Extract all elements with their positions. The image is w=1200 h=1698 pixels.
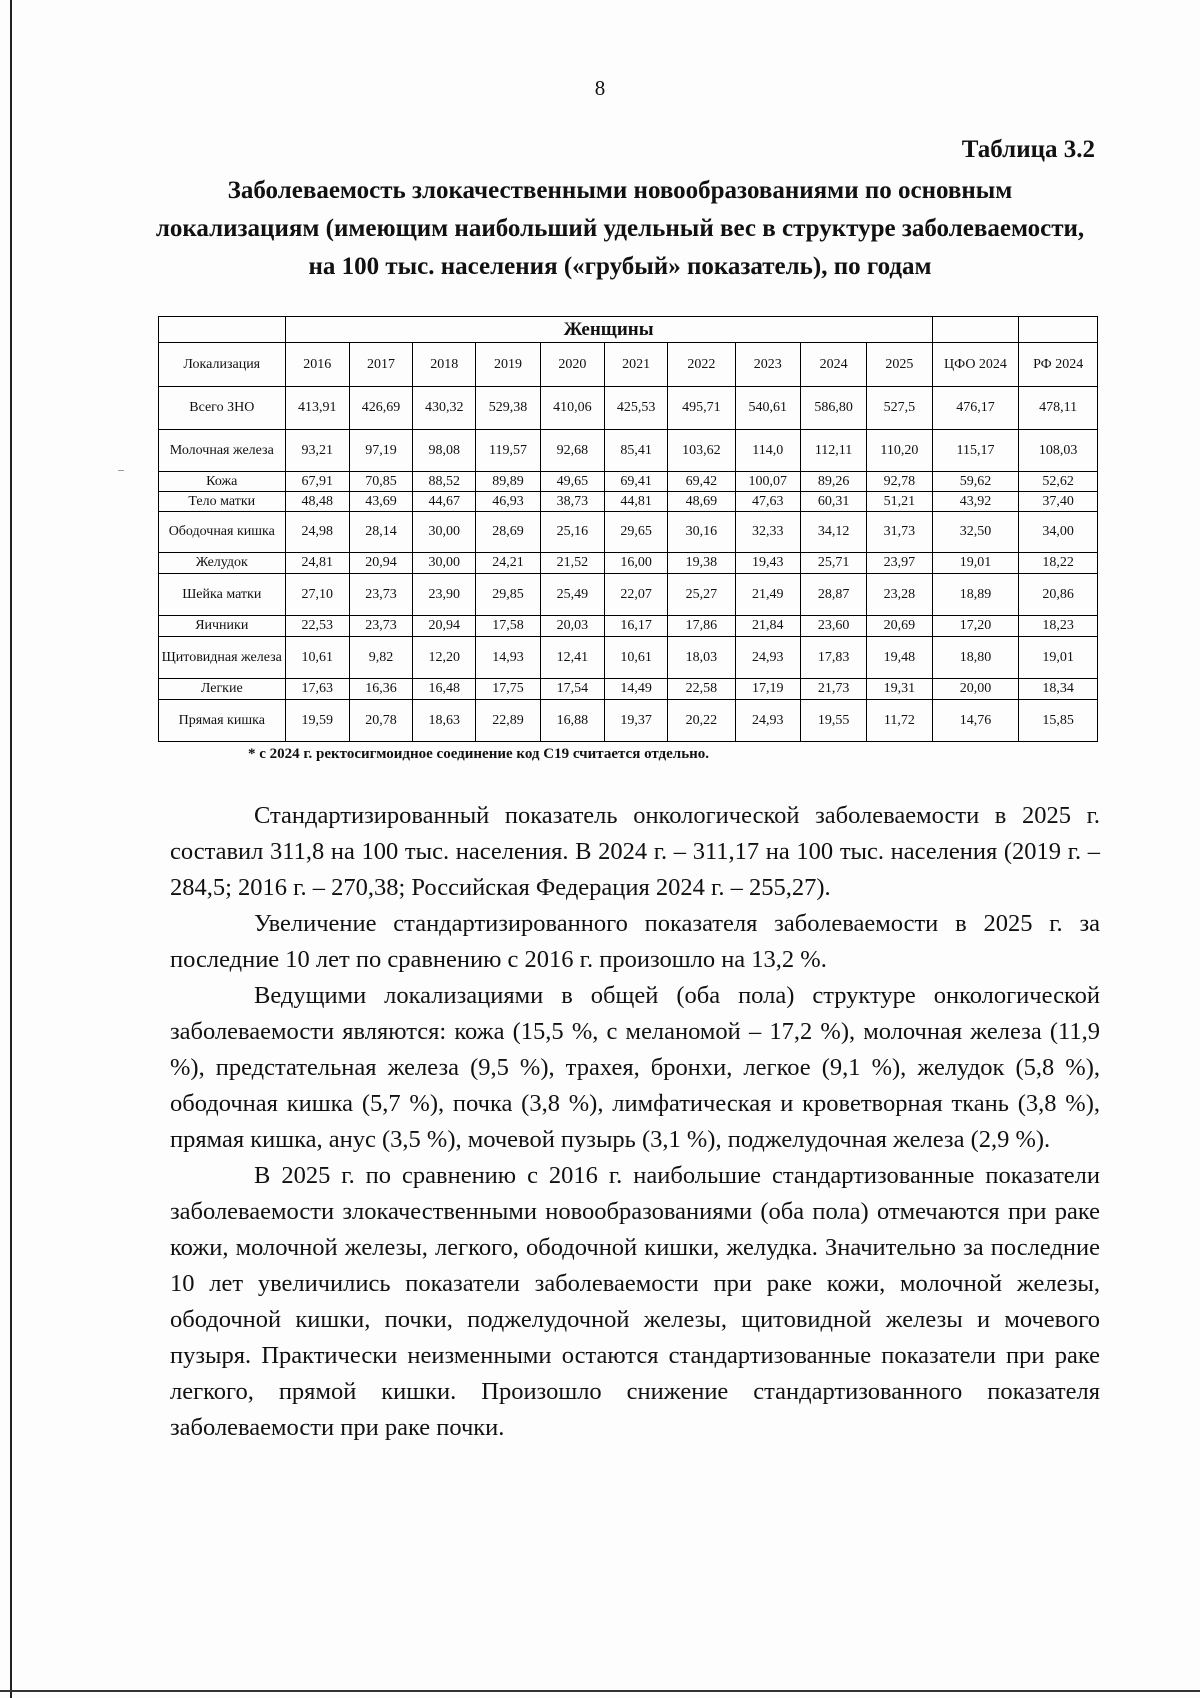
- table-cell: 70,85: [349, 472, 412, 492]
- table-cell: 16,17: [604, 616, 667, 637]
- table-cell: 23,97: [867, 553, 932, 574]
- column-header: 2023: [735, 343, 800, 387]
- row-localization: Тело матки: [159, 492, 286, 512]
- table-cell: 17,86: [668, 616, 735, 637]
- table-cell: 51,21: [867, 492, 932, 512]
- table-cell: 19,01: [1019, 637, 1098, 679]
- table-cell: 19,37: [604, 700, 667, 742]
- table-cell: 20,78: [349, 700, 412, 742]
- table-cell: 14,49: [604, 679, 667, 700]
- table-cell: 47,63: [735, 492, 800, 512]
- table-cell: 89,89: [476, 472, 540, 492]
- table-cell: 10,61: [285, 637, 349, 679]
- row-localization: Шейка матки: [159, 574, 286, 616]
- table-cell: 30,00: [413, 512, 476, 553]
- table-cell: 10,61: [604, 637, 667, 679]
- table-cell: 112,11: [800, 430, 866, 472]
- table-cell: 20,22: [668, 700, 735, 742]
- table-cell: 24,81: [285, 553, 349, 574]
- table-cell: 37,40: [1019, 492, 1098, 512]
- table-cell: 20,00: [932, 679, 1019, 700]
- table-cell: 34,00: [1019, 512, 1098, 553]
- table-cell: 119,57: [476, 430, 540, 472]
- table-cell: 22,89: [476, 700, 540, 742]
- table-cell: 18,34: [1019, 679, 1098, 700]
- table-cell: 478,11: [1019, 387, 1098, 430]
- paragraph: Стандартизированный показатель онкологической заболеваемости в 2025 г. составил 311,8 на 100 тыс. населения. В 2024 г. – 311,17 на 100 тыс. населения (2019 г. – 284,5; 2016 г. – 270,38; Российская Федерация 2024 г. – 255,27).: [170, 802, 1100, 901]
- column-header: 2025: [867, 343, 932, 387]
- table-cell: 19,43: [735, 553, 800, 574]
- table-cell: 495,71: [668, 387, 735, 430]
- table-cell: 19,55: [800, 700, 866, 742]
- table-cell: 14,93: [476, 637, 540, 679]
- table-cell: 19,31: [867, 679, 932, 700]
- table-cell: 24,98: [285, 512, 349, 553]
- row-localization: Яичники: [159, 616, 286, 637]
- table-cell: 28,14: [349, 512, 412, 553]
- table-cell: 97,19: [349, 430, 412, 472]
- table-cell: 25,49: [540, 574, 604, 616]
- table-cell: 29,65: [604, 512, 667, 553]
- table-cell: 17,75: [476, 679, 540, 700]
- column-header: 2018: [413, 343, 476, 387]
- table-label: Таблица 3.2: [961, 136, 1095, 163]
- column-header-localization: Локализация: [159, 343, 286, 387]
- table-cell: 67,91: [285, 472, 349, 492]
- row-localization: Молочная железа: [159, 430, 286, 472]
- table-cell: 28,87: [800, 574, 866, 616]
- table-cell: 16,48: [413, 679, 476, 700]
- table-row: [159, 492, 1098, 512]
- table-cell: 23,73: [349, 616, 412, 637]
- table-cell: 69,41: [604, 472, 667, 492]
- table-cell: 19,01: [932, 553, 1019, 574]
- table-cell: 21,49: [735, 574, 800, 616]
- table-cell: 43,92: [932, 492, 1019, 512]
- table-cell: 17,54: [540, 679, 604, 700]
- table-cell: 23,60: [800, 616, 866, 637]
- table-cell: 18,23: [1019, 616, 1098, 637]
- table-cell: 20,94: [413, 616, 476, 637]
- table-cell: 48,69: [668, 492, 735, 512]
- row-localization: Прямая кишка: [159, 700, 286, 742]
- table-cell: 540,61: [735, 387, 800, 430]
- column-header: 2020: [540, 343, 604, 387]
- table-cell: 38,73: [540, 492, 604, 512]
- table-cell: 11,72: [867, 700, 932, 742]
- table-cell: 15,85: [1019, 700, 1098, 742]
- table-cell: 17,63: [285, 679, 349, 700]
- table-cell: 413,91: [285, 387, 349, 430]
- table-cell: 49,65: [540, 472, 604, 492]
- column-header: РФ 2024: [1019, 343, 1098, 387]
- column-header: 2021: [604, 343, 667, 387]
- table-row: [159, 387, 1098, 430]
- scan-speck: [118, 470, 124, 471]
- table-row: [159, 700, 1098, 742]
- table-cell: 108,03: [1019, 430, 1098, 472]
- table-cell: 410,06: [540, 387, 604, 430]
- table-row: [159, 553, 1098, 574]
- table-cell: 43,69: [349, 492, 412, 512]
- table-cell: 89,26: [800, 472, 866, 492]
- table-cell: 25,16: [540, 512, 604, 553]
- table-title: Заболеваемость злокачественными новообразованиями по основным локализациям (имеющим наибольший удельный вес в структуре заболеваемости, на 100 тыс. населения («грубый» показатель), по годам: [155, 177, 1085, 280]
- table-cell: 48,48: [285, 492, 349, 512]
- table-cell: 16,88: [540, 700, 604, 742]
- row-localization: Всего ЗНО: [159, 387, 286, 430]
- table-cell: 32,50: [932, 512, 1019, 553]
- table-cell: 21,84: [735, 616, 800, 637]
- table-cell: 527,5: [867, 387, 932, 430]
- table-cell: 23,28: [867, 574, 932, 616]
- table-cell: 21,52: [540, 553, 604, 574]
- scan-bottom-edge: [0, 1690, 1200, 1692]
- table-cell: 27,10: [285, 574, 349, 616]
- table-cell: 93,21: [285, 430, 349, 472]
- table-cell: 22,53: [285, 616, 349, 637]
- table-cell: 31,73: [867, 512, 932, 553]
- table-cell: 30,16: [668, 512, 735, 553]
- table-cell: 46,93: [476, 492, 540, 512]
- table-cell: 24,93: [735, 700, 800, 742]
- table-cell: 60,31: [800, 492, 866, 512]
- table-cell: 100,07: [735, 472, 800, 492]
- column-header: 2019: [476, 343, 540, 387]
- group-header-women: Женщины: [285, 317, 932, 343]
- table-cell: 17,20: [932, 616, 1019, 637]
- table-cell: 426,69: [349, 387, 412, 430]
- table-cell: 115,17: [932, 430, 1019, 472]
- table-cell: 586,80: [800, 387, 866, 430]
- column-header: 2016: [285, 343, 349, 387]
- table-cell: 476,17: [932, 387, 1019, 430]
- table-cell: 24,21: [476, 553, 540, 574]
- table-cell: 24,93: [735, 637, 800, 679]
- row-localization: Желудок: [159, 553, 286, 574]
- table-row: [159, 616, 1098, 637]
- row-localization: Кожа: [159, 472, 286, 492]
- table-cell: 20,69: [867, 616, 932, 637]
- table-corner-cell: [159, 317, 286, 343]
- column-header: 2022: [668, 343, 735, 387]
- table-row: [159, 430, 1098, 472]
- table-cell: 69,42: [668, 472, 735, 492]
- table-cell: 18,80: [932, 637, 1019, 679]
- table-cell: 430,32: [413, 387, 476, 430]
- table-cell: 29,85: [476, 574, 540, 616]
- table-body: [159, 387, 1098, 742]
- table-cell: 17,83: [800, 637, 866, 679]
- table-cell: 23,90: [413, 574, 476, 616]
- table-header-row: [159, 343, 1098, 387]
- table-cell: 20,94: [349, 553, 412, 574]
- table-cell: 21,73: [800, 679, 866, 700]
- table-cell: 12,20: [413, 637, 476, 679]
- table-blank-cell: [1019, 317, 1098, 343]
- table-cell: 14,76: [932, 700, 1019, 742]
- row-localization: Ободочная кишка: [159, 512, 286, 553]
- table-cell: 44,67: [413, 492, 476, 512]
- table-cell: 25,27: [668, 574, 735, 616]
- row-localization: Щитовидная железа: [159, 637, 286, 679]
- column-header: 2017: [349, 343, 412, 387]
- table-cell: 85,41: [604, 430, 667, 472]
- table-cell: 17,58: [476, 616, 540, 637]
- table-cell: 92,68: [540, 430, 604, 472]
- table-cell: 110,20: [867, 430, 932, 472]
- body-text: [170, 798, 1100, 1446]
- table-cell: 18,89: [932, 574, 1019, 616]
- table-cell: 12,41: [540, 637, 604, 679]
- table-cell: 28,69: [476, 512, 540, 553]
- table-blank-cell: [932, 317, 1019, 343]
- table-footnote: * с 2024 г. ректосигмоидное соединение код С19 считается отдельно.: [248, 746, 710, 762]
- table-cell: 9,82: [349, 637, 412, 679]
- scan-left-edge: [10, 0, 12, 1698]
- paragraph: Увеличение стандартизированного показателя заболеваемости в 2025 г. за последние 10 лет по сравнению с 2016 г. произошло на 13,2 %.: [170, 910, 1100, 973]
- table-row: [159, 679, 1098, 700]
- paragraph: В 2025 г. по сравнению с 2016 г. наибольшие стандартизованные показатели заболеваемости злокачественными новообразованиями (оба пола) отмечаются при раке кожи, молочной железы, легкого, ободочной кишки, желудка. Значительно за последние 10 лет увеличились показатели заболеваемости при раке кожи, молочной железы, ободочной кишки, почки, поджелудочной железы, щитовидной железы и мочевого пузыря. Практически неизменными остаются стандартизованные показатели при раке легкого, прямой кишки. Произошло снижение стандартизованного показателя заболеваемости при раке почки.: [170, 1162, 1100, 1441]
- table-cell: 19,59: [285, 700, 349, 742]
- table-group-row: [159, 317, 1098, 343]
- table-cell: 32,33: [735, 512, 800, 553]
- table-cell: 18,03: [668, 637, 735, 679]
- table-cell: 103,62: [668, 430, 735, 472]
- table-cell: 17,19: [735, 679, 800, 700]
- row-localization: Легкие: [159, 679, 286, 700]
- table-row: [159, 472, 1098, 492]
- table-cell: 98,08: [413, 430, 476, 472]
- page-number: 8: [594, 76, 606, 100]
- table-row: [159, 512, 1098, 553]
- table-cell: 19,38: [668, 553, 735, 574]
- table-cell: 25,71: [800, 553, 866, 574]
- table-cell: 19,48: [867, 637, 932, 679]
- table-cell: 22,07: [604, 574, 667, 616]
- column-header: 2024: [800, 343, 866, 387]
- table-cell: 16,00: [604, 553, 667, 574]
- table-cell: 20,03: [540, 616, 604, 637]
- table-cell: 34,12: [800, 512, 866, 553]
- table-cell: 44,81: [604, 492, 667, 512]
- incidence-table: [158, 316, 1098, 742]
- table-cell: 18,22: [1019, 553, 1098, 574]
- table-cell: 20,86: [1019, 574, 1098, 616]
- table-cell: 18,63: [413, 700, 476, 742]
- table-cell: 52,62: [1019, 472, 1098, 492]
- table-cell: 16,36: [349, 679, 412, 700]
- table-cell: 30,00: [413, 553, 476, 574]
- table-cell: 22,58: [668, 679, 735, 700]
- table-cell: 114,0: [735, 430, 800, 472]
- table-row: [159, 574, 1098, 616]
- column-header: ЦФО 2024: [932, 343, 1019, 387]
- table-cell: 425,53: [604, 387, 667, 430]
- table-cell: 23,73: [349, 574, 412, 616]
- table-row: [159, 637, 1098, 679]
- table-cell: 92,78: [867, 472, 932, 492]
- table-cell: 529,38: [476, 387, 540, 430]
- table-cell: 59,62: [932, 472, 1019, 492]
- table-cell: 88,52: [413, 472, 476, 492]
- paragraph: Ведущими локализациями в общей (оба пола) структуре онкологической заболеваемости являются: кожа (15,5 %, с меланомой – 17,2 %), молочная железа (11,9 %), предстательная железа (9,5 %), трахея, бронхи, легкое (9,1 %), желудок (5,8 %), ободочная кишка (5,7 %), почка (3,8 %), лимфатическая и кроветворная ткань (3,8 %), прямая кишка, анус (3,5 %), мочевой пузырь (3,1 %), поджелудочная железа (2,9 %).: [170, 982, 1100, 1153]
